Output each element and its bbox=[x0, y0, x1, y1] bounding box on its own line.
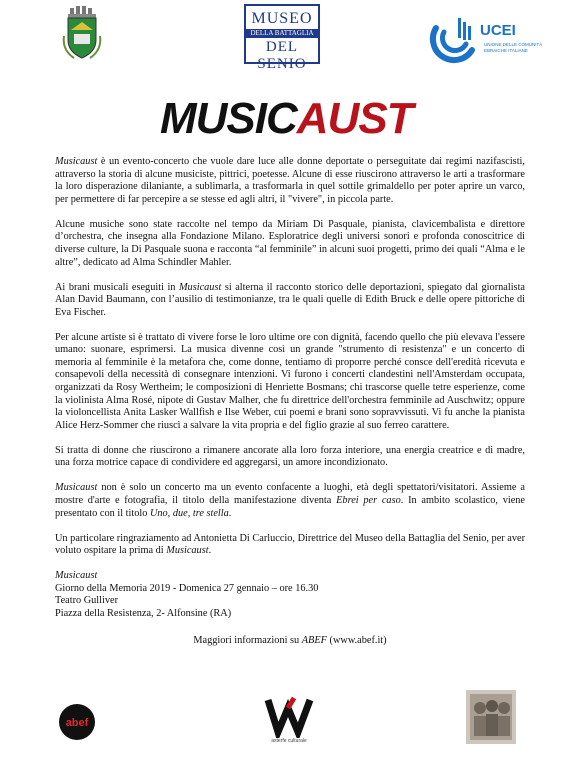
emphasis-musicaust: Musicaust bbox=[166, 545, 209, 557]
paragraph-donne bbox=[55, 445, 525, 470]
paragraph-miriam bbox=[55, 219, 525, 269]
paragraph-ringraziamento-text: Un particolare ringraziamento ad Antonietta Di Carluccio, Direttrice del Museo della Battaglia del Senio, per aver voluto ospitare la prima di bbox=[55, 532, 525, 557]
emphasis-musicaust: Musicaust bbox=[55, 156, 98, 167]
event-date: Giorno della Memoria 2019 - Domenica 27 gennaio – ore 16.30 bbox=[55, 582, 319, 594]
paragraph-donne-text: Si tratta di donne che riuscirono a rimanere ancorate alla loro forza interiore, una energia creatrice e di madre, una forza motrice capace di condividere ed aggregarsi, un amore incondizionato. bbox=[55, 444, 525, 469]
ucei-logo-name: UCEI bbox=[480, 22, 516, 39]
more-info bbox=[55, 635, 525, 648]
emphasis-ebrei-per-caso: Ebrei per caso bbox=[336, 495, 401, 507]
paragraph-ringraziamento-end: . bbox=[208, 545, 212, 557]
paragraph-evento bbox=[55, 482, 525, 520]
museo-logo-line3: DEL SENIO bbox=[257, 39, 307, 72]
musicaust-title bbox=[160, 94, 420, 146]
paragraph-intro bbox=[55, 156, 525, 206]
museo-logo-line1: MUSEO bbox=[251, 10, 313, 27]
abef-logo bbox=[58, 703, 96, 741]
event-address: Piazza della Resistenza, 2- Alfonsine (RA) bbox=[55, 607, 232, 619]
flyer-body bbox=[55, 156, 525, 647]
museo-battaglia-senio-logo bbox=[244, 4, 320, 72]
ucei-logo-subtitle: UNIONE DELLE COMUNITÀ EBRAICHE ITALIANE bbox=[484, 42, 543, 53]
paragraph-intro-text: è un evento-concerto che vuole dare luce alle donne deportate o perseguitate dai regimi nazifascisti, attraverso la storia di alcune musiciste, pittrici, poetesse. Alcune di esse riuscirono attraverso le arti a trasformare la loro disperazione dilaniante, a sublimarla, a trasformarla in quel sottile grimaldello per poter aprire un varco, per permettere di far percepire a se stesse ed agli altri, il "vivere", in piccola parte. bbox=[55, 156, 525, 205]
more-info-abef: ABEF bbox=[301, 634, 327, 646]
title-black-part: MUSIC bbox=[160, 94, 297, 143]
dwk-association-logo bbox=[258, 694, 320, 746]
paragraph-artiste bbox=[55, 332, 525, 433]
paragraph-miriam-text: Alcune musiche sono state raccolte nel tempo da Miriam Di Pasquale, pianista, clavicembalista e direttore d’orchestra, che insegna alla Fondazione Milano. Esploratrice degli universi sonori e profonda conoscitrice di diverse culture, la Di Pasquale suona e racconta “al femminile” in alcuni suoi progetti, primo dei quali “Alma e le altre”, dedicato ad Alma Schindler Mahler. bbox=[55, 218, 525, 268]
historical-photo-thumbnail bbox=[466, 690, 516, 744]
museo-logo-line2: DELLA BATTAGLIA bbox=[246, 29, 318, 38]
dwk-logo-caption: asterfe culturale bbox=[271, 738, 307, 744]
paragraph-artiste-text: Per alcune artiste si è trattato di vivere forse le loro ultime ore con dignità, facendo quello che più elevava l'essere umano: suonare, esprimersi. La musica divenne così un grande "strumento di resistenza" e un concerto di memoria al femminile è la metafora che, come donne, tentiamo di proporre perché consce dell'eredità ricevuta e consapevoli della necessità di consegnare intenzioni. Vi furono i concerti clandestini nell'Amsterdam occupata, organizzati da Rosy Wertheim; le composizioni di Henriette Bosmans; chi trascorse quelle tetre esperienze, come la violinista Alma Rosé, nipote di Gustav Malher, che fu direttrice dell'orchestra femminile ad Auschwitz; oppure la violoncellista Anita Lasker Wallfish e Ilse Weber, cui poemi e brani sono sopravvissuti. Vi fu anche la pianista Alice Herz-Sommer che riuscì a salvare la vita propria e del figlio grazie al suo ferreo carattere. bbox=[55, 331, 525, 431]
ucei-emblem-icon bbox=[428, 14, 480, 66]
paragraph-brani bbox=[55, 282, 525, 320]
emphasis-uno-due-tre-stella: Uno, due, tre stella bbox=[149, 507, 229, 519]
comune-crest-logo bbox=[62, 6, 102, 62]
title-red-part: AUST bbox=[296, 94, 413, 143]
more-info-post: (www.abef.it) bbox=[326, 634, 387, 646]
emphasis-musicaust: Musicaust bbox=[178, 281, 222, 293]
paragraph-brani-post: si alterna il racconto storico delle deportazioni, spiegato dal giornalista Alan David Baumann, con l’ausilio di testimonianze, tra le quali quelle di Edith Bruck e delle opere pittoriche di Eva Fischer. bbox=[55, 281, 525, 318]
paragraph-evento-text2: . In ambito scolastico, viene presentato con il titolo bbox=[55, 495, 525, 519]
abef-logo-text: abef bbox=[65, 717, 89, 729]
more-info-pre: Maggiori informazioni su bbox=[193, 634, 302, 646]
event-details bbox=[55, 570, 525, 620]
paragraph-ringraziamento bbox=[55, 533, 525, 558]
paragraph-brani-pre: Ai brani musicali eseguiti in bbox=[55, 281, 179, 293]
event-venue: Teatro Gulliver bbox=[55, 595, 119, 607]
emphasis-musicaust: Musicaust bbox=[55, 482, 98, 494]
event-name: Musicaust bbox=[55, 570, 98, 582]
paragraph-evento-text1: non è solo un concerto ma un evento confacente a luoghi, età degli spettatori/visitatori. Assieme a mostre d'arte e fotografia, il titolo della manifestazione diventa bbox=[55, 482, 525, 507]
ucei-logo bbox=[428, 14, 546, 70]
paragraph-evento-text3: . bbox=[228, 507, 232, 519]
